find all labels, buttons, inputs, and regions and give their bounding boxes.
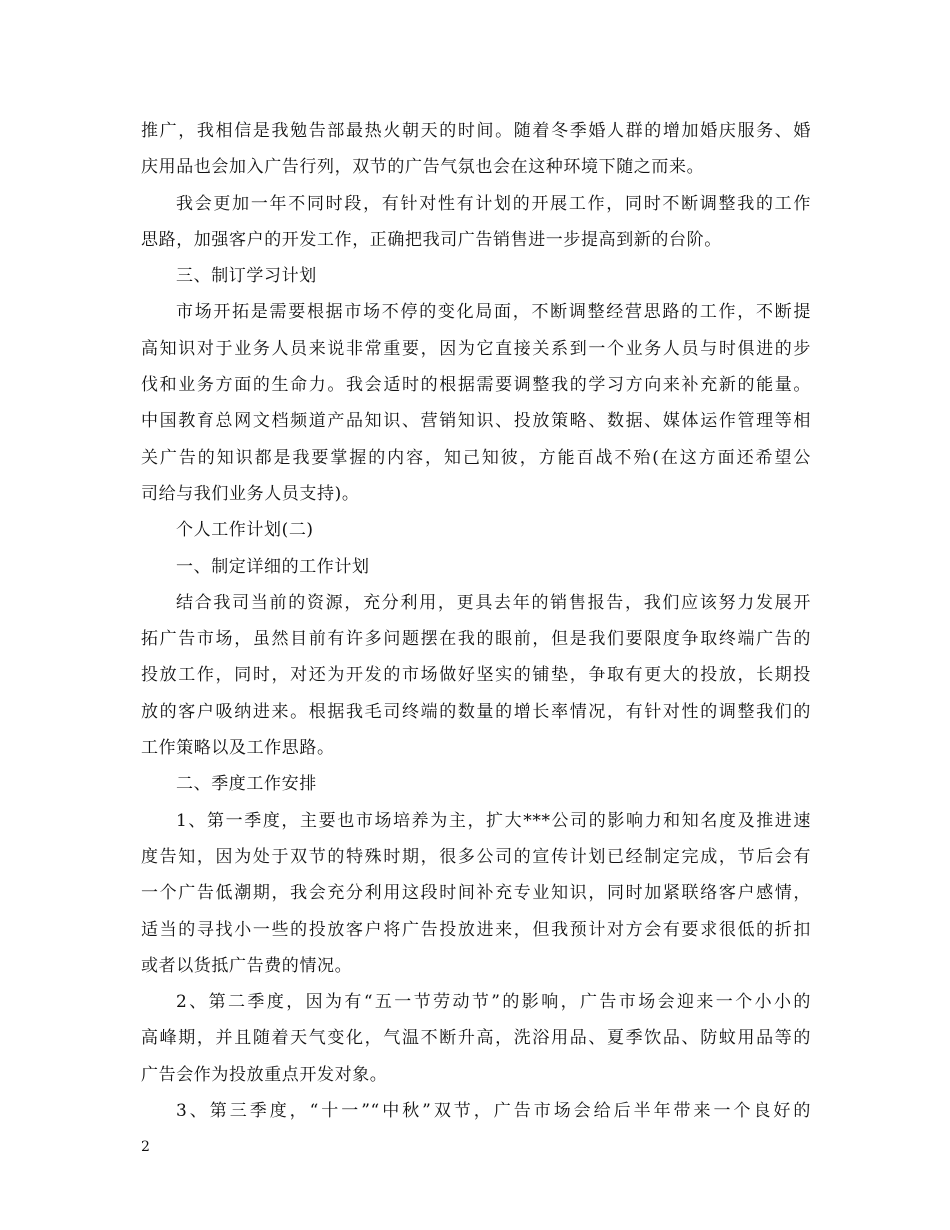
text-line: 三、制订学习计划 <box>176 266 317 287</box>
text-line: 拓广告市场，虽然目前有许多问题摆在我的眼前，但是我们要限度争取终端广告的 <box>141 629 811 650</box>
text-line: 或者以货抵广告费的情况。 <box>141 955 353 976</box>
text-line: 一个广告低潮期，我会充分利用这段时间补充专业知识，同时加紧联络客户感情， <box>141 883 811 904</box>
text-line: 一、制定详细的工作计划 <box>176 556 370 577</box>
text-line: 高知识对于业务人员来说非常重要，因为它直接关系到一个业务人员与时俱进的步 <box>141 338 811 359</box>
text-line: 市场开拓是需要根据市场不停的变化局面，不断调整经营思路的工作，不断提 <box>176 302 811 323</box>
text-line: 庆用品也会加入广告行列，双节的广告气氛也会在这种环境下随之而来。 <box>141 157 705 178</box>
text-line: 度告知，因为处于双节的特殊时期，很多公司的宣传计划已经制定完成，节后会有 <box>141 846 811 867</box>
text-line: 结合我司当前的资源，充分利用，更具去年的销售报告，我们应该努力发展开 <box>176 592 811 613</box>
text-line: 关广告的知识都是我要掌握的内容，知己知彼，方能百战不殆(在这方面还希望公 <box>141 447 811 468</box>
text-line: 我会更加一年不同时段，有针对性有计划的开展工作，同时不断调整我的工作 <box>176 193 811 214</box>
document-body <box>141 113 811 1129</box>
text-line: 司给与我们业务人员支持)。 <box>141 483 360 504</box>
text-line: 适当的寻找小一些的投放客户将广告投放进来，但我预计对方会有要求很低的折扣 <box>141 919 811 940</box>
text-line: 伐和业务方面的生命力。我会适时的根据需要调整我的学习方向来补充新的能量。 <box>141 375 811 396</box>
text-line: 推广，我相信是我勉告部最热火朝天的时间。随着冬季婚人群的增加婚庆服务、婚 <box>141 121 811 141</box>
text-line: 思路，加强客户的开发工作，正确把我司广告销售进一步提高到新的台阶。 <box>141 229 722 250</box>
text-line: 高峰期，并且随着天气变化，气温不断升高，洗浴用品、夏季饮品、防蚊用品等的 <box>141 1028 811 1049</box>
text-line: 1、第一季度，主要也市场培养为主，扩大***公司的影响力和知名度及推进速 <box>176 810 811 831</box>
text-line: 中国教育总网文档频道产品知识、营销知识、投放策略、数据、媒体运作管理等相 <box>141 411 811 432</box>
text-line: 工作策略以及工作思路。 <box>141 738 335 759</box>
page-number: 2 <box>141 1139 150 1155</box>
text-line: 放的客户吸纳进来。根据我毛司终端的数量的增长率情况，有针对性的调整我们的 <box>141 701 811 722</box>
text-line: 二、季度工作安排 <box>176 774 317 795</box>
text-line: 投放工作，同时，对还为开发的市场做好坚实的铺垫，争取有更大的投放，长期投 <box>141 665 811 686</box>
text-line: 个人工作计划(二) <box>176 520 314 541</box>
text-line: 2、第二季度，因为有“五一节劳动节”的影响，广告市场会迎来一个小小的 <box>176 992 811 1013</box>
text-line: 广告会作为投放重点开发对象。 <box>141 1064 388 1085</box>
text-line: 3、第三季度，“十一”“中秋”双节，广告市场会给后半年带来一个良好的 <box>176 1101 811 1122</box>
